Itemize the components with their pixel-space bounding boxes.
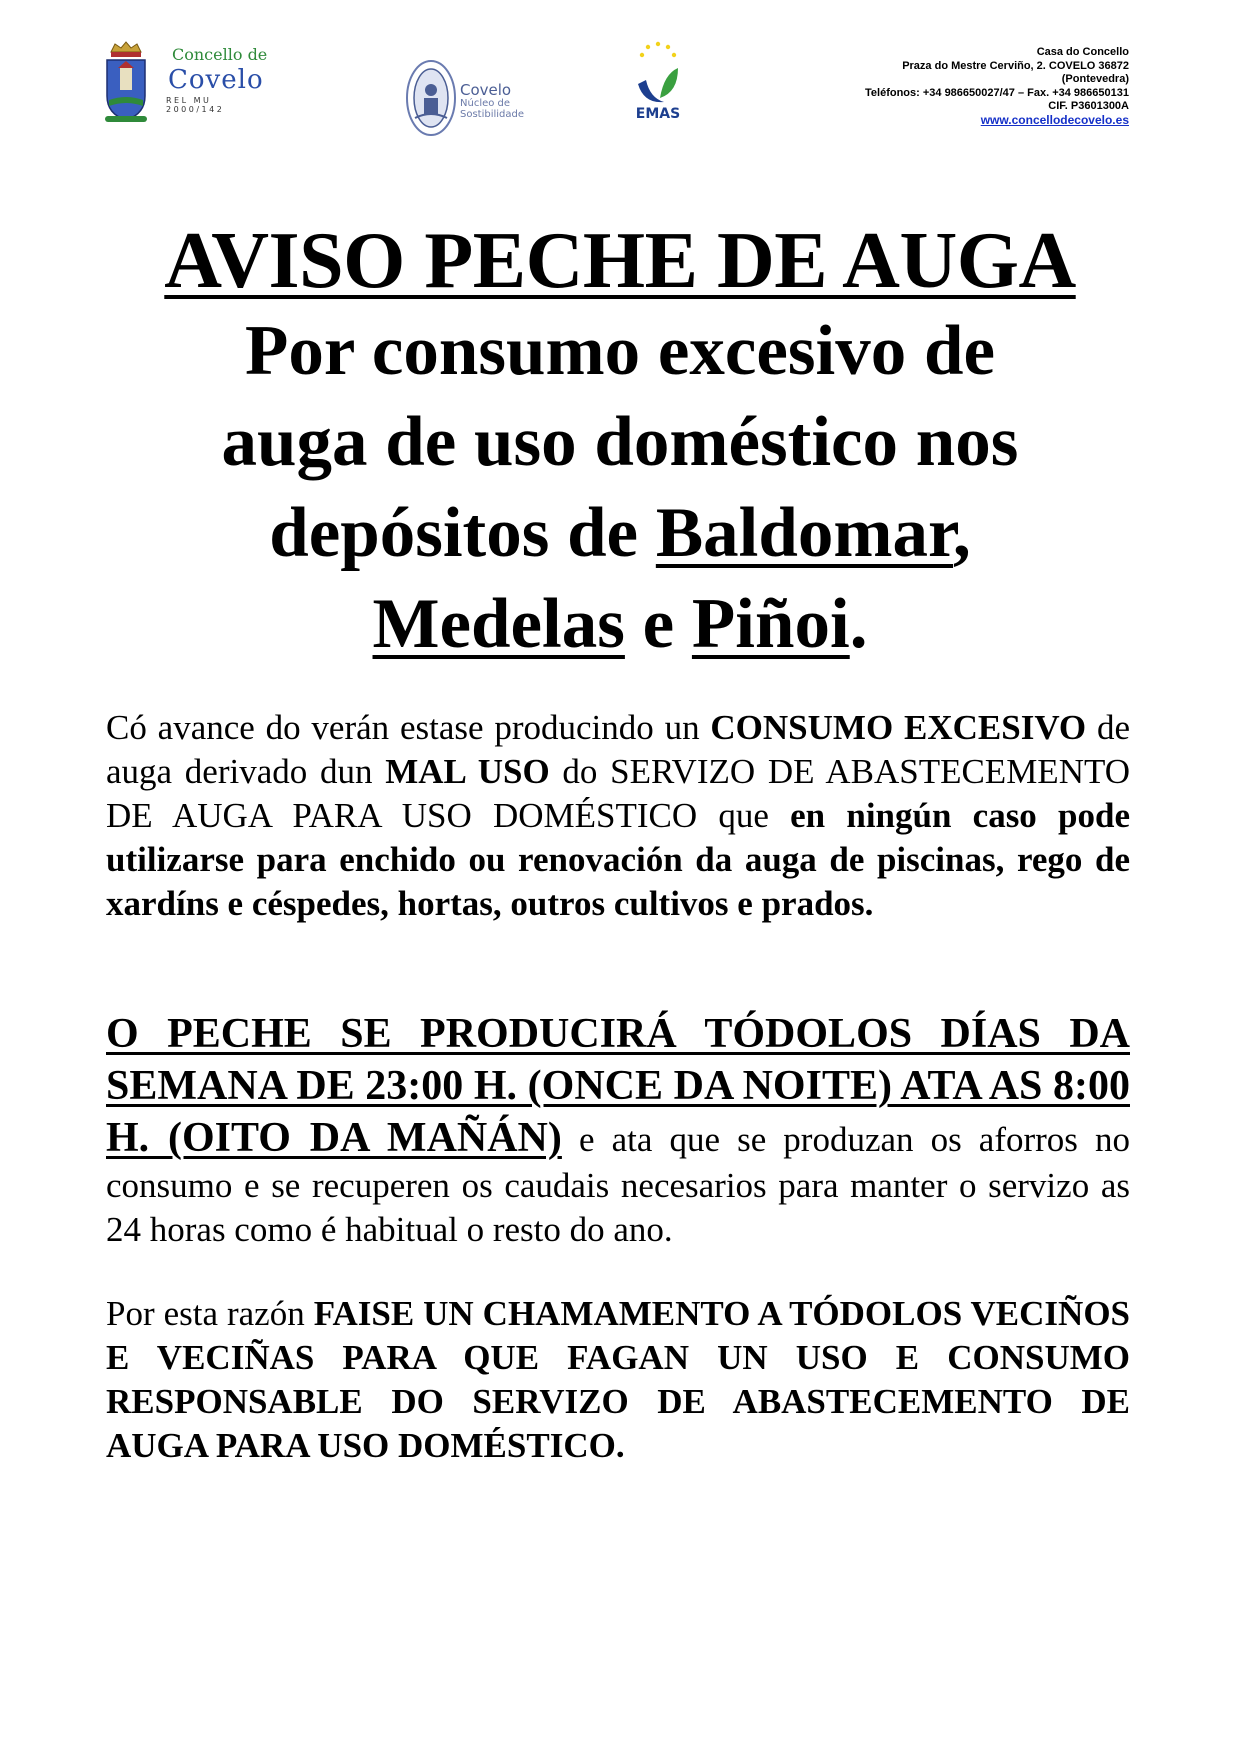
subtitle-comma: , (953, 494, 971, 572)
paragraph-overuse (106, 706, 1130, 926)
contact-block (865, 46, 1129, 127)
brand-name: Covelo (168, 65, 264, 95)
p3-bold-1: FAISE UN CHAMAMENTO A TÓDOLOS VECIÑOS E VECIÑAS PARA QUE FAGAN UN USO E CONSUMO RESPONSABLE DO SERVIZO DE ABASTECEMENTO DE AUGA PARA USO DOMÉSTICO. (106, 1294, 1131, 1465)
letterhead (0, 0, 1240, 150)
subtitle-period: . (849, 585, 868, 663)
p1-bold-3: en ningún caso pode utilizarse para enchido ou renovación da auga de piscinas, rego de xardíns e céspedes, hortas, outros cultivos e prados. (106, 796, 1130, 923)
p1-text-1: Có avance do verán estase producindo un (106, 708, 711, 747)
closure-schedule: O PECHE SE PRODUCIRÁ TÓDOLOS DÍAS DA SEMANA DE 23:00 H. (ONCE DA NOITE) ATA AS 8:00 H. (OITO DA MAÑÁN) (106, 1011, 1130, 1161)
badge-line-1: Covelo (460, 81, 512, 99)
place-baldomar: Baldomar (655, 494, 954, 572)
subtitle-line-3 (90, 488, 1150, 579)
place-pinoi: Piñoi (691, 585, 850, 663)
brand-small-text: Concello de (172, 45, 268, 64)
notice-title: AVISO PECHE DE AUGA (164, 217, 1076, 305)
subtitle-conjunction: e (624, 585, 692, 663)
p2-text-1: e ata que se produzan os aforros no consumo e se recuperen os caudais necesarios para manter o servizo as 24 horas como é habitual o resto do ano. (106, 1120, 1131, 1249)
contact-building: Casa do Concello (1036, 46, 1129, 58)
paragraph-appeal (106, 1292, 1130, 1468)
subtitle-line-2: auga de uso doméstico nos (221, 403, 1019, 481)
p1-text-2: de auga derivado dun (106, 708, 1130, 791)
notice-title-block (90, 218, 1150, 670)
contact-province: (Pontevedra) (1061, 73, 1129, 85)
emas-label: EMAS (635, 106, 681, 122)
p3-text-1: Por esta razón (106, 1294, 314, 1333)
p1-bold-2: MAL USO (385, 752, 550, 791)
paragraph-closure-schedule (106, 1008, 1130, 1252)
subtitle-line-1: Por consumo excesivo de (244, 312, 995, 390)
badge-line-2b: Sostibilidade (460, 109, 525, 120)
contact-cif: CIF. P3601300A (1048, 100, 1129, 112)
sustainability-badge-icon (405, 58, 457, 138)
subtitle-prefix: depósitos de (269, 494, 656, 572)
sustainability-badge-text (460, 82, 524, 120)
badge-line-2a: Núcleo de (460, 98, 511, 109)
notice-subtitle (90, 306, 1150, 670)
coat-of-arms-icon (103, 40, 149, 126)
contact-address: Praza do Mestre Cerviño, 2. COVELO 36872 (902, 59, 1129, 72)
covelo-brand (164, 46, 274, 114)
place-medelas: Medelas (372, 585, 625, 663)
p1-bold-1: CONSUMO EXCESIVO (710, 708, 1087, 747)
brand-registry-code: REL MU 2000/142 (166, 96, 225, 114)
subtitle-line-4 (90, 579, 1150, 670)
website-link[interactable]: www.concellodecovelo.es (980, 112, 1129, 127)
p1-text-3: do SERVIZO DE ABASTECEMENTO DE AUGA PARA USO DOMÉSTICO que (106, 752, 1130, 835)
contact-phones: Teléfonos: +34 986650027/47 – Fax. +34 986650131 (865, 86, 1129, 99)
